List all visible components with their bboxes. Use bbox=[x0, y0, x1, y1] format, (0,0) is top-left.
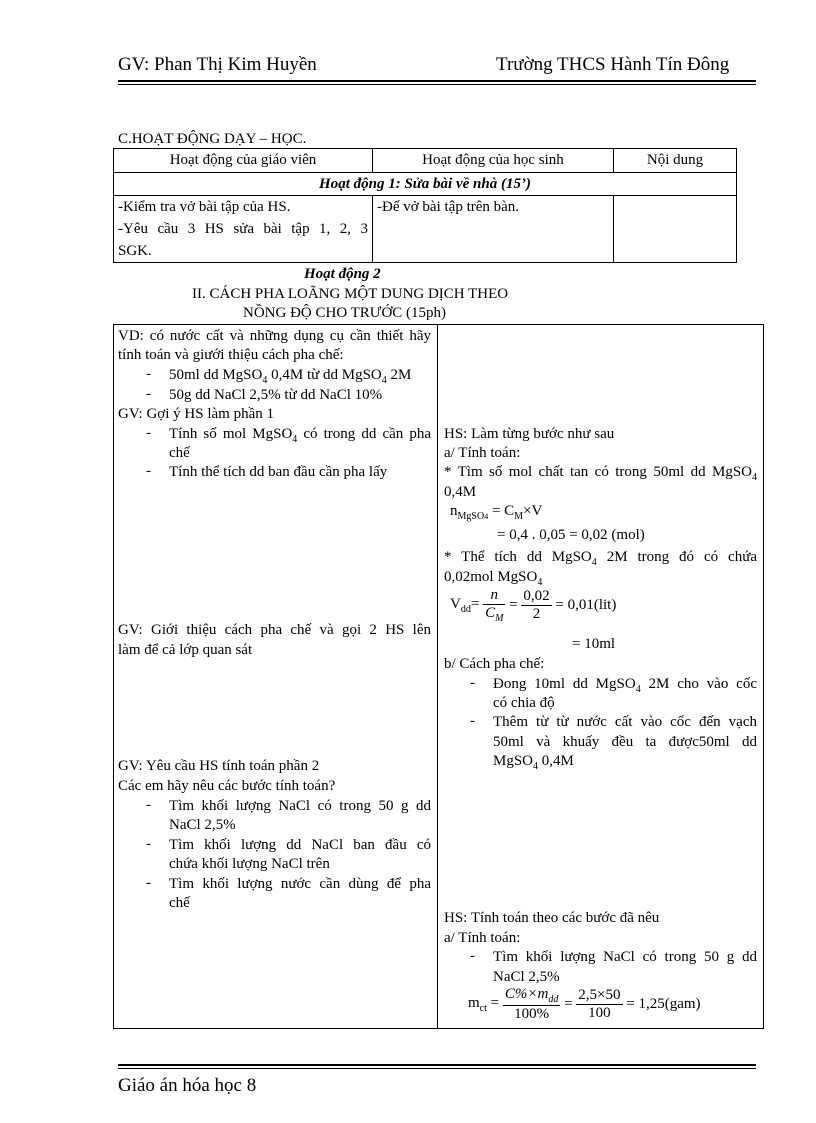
prep-heading-b: b/ Cách pha chế: bbox=[444, 656, 545, 672]
prep2-text-b: 0,4M bbox=[538, 753, 574, 769]
calc-step3-line2: chế bbox=[169, 895, 190, 911]
prep-step2-line1: Thêm từ từ nước cất vào cốc đến vạch bbox=[493, 714, 757, 730]
prep-step2-line2: 50ml và khuấy đều ta được50ml dd bbox=[493, 734, 757, 750]
activity-table bbox=[113, 148, 737, 263]
frac1-den: C bbox=[485, 605, 496, 621]
section-title: C.HOẠT ĐỘNG DẠY – HỌC. bbox=[118, 131, 307, 147]
footer-rule-thin bbox=[118, 1068, 756, 1069]
mass-label: m bbox=[468, 995, 480, 1011]
teacher-intro-line1: GV: Giới thiệu cách pha chế và gọi 2 HS lên bbox=[118, 622, 431, 638]
nacl-step-line2: NaCl 2,5% bbox=[493, 969, 560, 985]
example-line1: VD: có nước cất và những dụng cụ cần thiết hãy bbox=[118, 328, 431, 344]
student-steps-title: HS: Làm từng bước như sau bbox=[444, 426, 615, 442]
dash: - bbox=[470, 675, 475, 691]
header-rule bbox=[118, 80, 756, 82]
mfrac1-den: 100% bbox=[514, 1006, 550, 1022]
prep1-text-a: Đong 10ml dd MgSO bbox=[493, 676, 636, 692]
hint1-step1-cont: chế bbox=[169, 445, 190, 461]
volume-step-line2: 0,02mol MgSO$_4$ bbox=[444, 569, 543, 588]
footer-text: Giáo án hóa học 8 bbox=[118, 1075, 257, 1096]
dash: - bbox=[146, 366, 151, 382]
calc-step1-line1: Tìm khối lượng NaCl có trong 50 g dd bbox=[169, 798, 431, 814]
moles-step-line1: * Tìm số mol chất tan có trong 50ml dd MgSO$_4$ bbox=[444, 464, 757, 483]
student-calc-title: HS: Tính toán theo các bước đã nêu bbox=[444, 910, 660, 926]
mfrac1-num: C%×m bbox=[504, 986, 549, 1002]
moles-eq-b: ×V bbox=[523, 503, 543, 519]
row1-teacher-line1: -Kiểm tra vở bài tập của HS. bbox=[118, 199, 291, 215]
example-item1: 50ml dd MgSO$_4$ 0,4M từ dd MgSO$_4$ 2M bbox=[169, 367, 412, 386]
dash: - bbox=[146, 836, 151, 852]
mass-fraction1 bbox=[503, 986, 560, 1023]
step1-text-a: Tính số mol MgSO bbox=[169, 426, 293, 442]
prep2-text-a: MgSO bbox=[493, 753, 534, 769]
dash: - bbox=[146, 386, 151, 402]
volume-fraction2 bbox=[521, 588, 551, 623]
dash: - bbox=[470, 948, 475, 964]
calc-step3-line1: Tìm khối lượng nước cần dùng để pha bbox=[169, 876, 431, 892]
column-divider bbox=[437, 324, 438, 1029]
volume-step-line1: * Thể tích dd MgSO$_4$ 2M trong đó có chứa bbox=[444, 549, 757, 568]
calc-step1-line2: NaCl 2,5% bbox=[169, 817, 236, 833]
volume-result: = 0,01(lit) bbox=[555, 597, 617, 613]
prep1-text-b: 2M cho vào cốc bbox=[640, 676, 757, 692]
frac2-num: 0,02 bbox=[523, 588, 550, 604]
activity1-title: Hoạt động 1: Sửa bài về nhà (15’) bbox=[114, 173, 737, 196]
example-item2: 50g dd NaCl 2,5% từ dd NaCl 10% bbox=[169, 387, 383, 403]
hint1-step2: Tính thể tích dd ban đầu cần pha lấy bbox=[169, 464, 388, 480]
prep-step1-line2: có chia độ bbox=[493, 695, 555, 711]
row1-student: -Để vở bài tập trên bàn. bbox=[373, 196, 614, 263]
calc-step2-line2: chứa khối lượng NaCl trên bbox=[169, 856, 330, 872]
prep-step2-line3: MgSO$_4$ 0,4M bbox=[493, 753, 574, 772]
mfrac1-num-sub: dd bbox=[548, 994, 559, 1005]
activity2-title-line2: NỒNG ĐỘ CHO TRƯỚC (15ph) bbox=[243, 305, 447, 321]
row1-teacher-line2: -Yêu cầu 3 HS sửa bài tập 1, 2, 3 bbox=[118, 221, 368, 237]
calc-heading-a: a/ Tính toán: bbox=[444, 445, 521, 461]
header-rule-thin bbox=[118, 84, 756, 85]
question: Các em hãy nêu các bước tính toán? bbox=[118, 778, 336, 794]
volume-step-text-a: * Thể tích dd MgSO bbox=[444, 549, 592, 565]
volume-label-sub: dd bbox=[460, 604, 471, 615]
volume-step-text-b: 2M trong đó có chứa bbox=[596, 549, 757, 565]
hint1-step1: Tính số mol MgSO$_4$ có trong dd cần pha bbox=[169, 426, 432, 445]
row1-teacher-line3: SGK. bbox=[118, 243, 152, 259]
teacher-request: GV: Yêu cầu HS tính toán phần 2 bbox=[118, 758, 320, 774]
dash: - bbox=[146, 797, 151, 813]
step1-text-b: có trong dd cần pha bbox=[297, 426, 432, 442]
volume-result-ml: = 10ml bbox=[572, 636, 616, 652]
activity2-title-line1: II. CÁCH PHA LOÃNG MỘT DUNG DỊCH THEO bbox=[192, 286, 509, 302]
volume-label: V bbox=[450, 596, 461, 612]
dash: - bbox=[146, 463, 151, 479]
item1-text-c: 2M bbox=[386, 367, 412, 383]
mass-formula: $m_{ct}$ = $\frac{C\%\times m_{dd}}{100\%}$ = $\frac{2,5\times 50}{100}$ = 1,25(gam) bbox=[468, 986, 701, 1022]
mass-fraction2 bbox=[576, 987, 622, 1022]
dash: - bbox=[146, 425, 151, 441]
moles-result: = 0,4 . 0,05 = 0,02 (mol) bbox=[497, 527, 645, 543]
moles-step-text: * Tìm số mol chất tan có trong 50ml dd MgSO bbox=[444, 464, 752, 480]
volume-formula: $V_{dd}=$ $\frac{n}{C_M}$ = $\frac{0,02}{2}$ = 0,01(lit) bbox=[450, 587, 617, 624]
dash: - bbox=[146, 875, 151, 891]
item1-text-a: 50ml dd MgSO bbox=[169, 367, 263, 383]
moles-step-line2: 0,4M bbox=[444, 484, 477, 500]
nacl-step-line1: Tìm khối lượng NaCl có trong 50 g dd bbox=[493, 949, 757, 965]
item1-text-b: 0,4M từ dd MgSO bbox=[267, 367, 382, 383]
school-name: Trường THCS Hành Tín Đông bbox=[496, 54, 730, 75]
prep-step1-line1: Đong 10ml dd MgSO$_4$ 2M cho vào cốc bbox=[493, 676, 757, 695]
col-header-student: Hoạt động của học sinh bbox=[373, 149, 614, 173]
col-header-teacher: Hoạt động của giáo viên bbox=[114, 149, 373, 173]
frac1-num: n bbox=[483, 587, 505, 605]
mass-label-sub: ct bbox=[479, 1003, 487, 1014]
teacher-intro-line2: làm để cả lớp quan sát bbox=[118, 642, 253, 658]
moles-eq-a: = C bbox=[491, 503, 515, 519]
moles-formula: $n_{MgSO4} = C_M\times V$ bbox=[450, 503, 543, 522]
example-line2: tính toán và giưới thiệu cách pha chế: bbox=[118, 347, 344, 363]
activity2-label: Hoạt động 2 bbox=[304, 266, 381, 282]
mfrac2-den: 100 bbox=[588, 1005, 611, 1021]
row1-teacher bbox=[114, 196, 373, 263]
col-header-content: Nội dung bbox=[614, 149, 737, 173]
volume-fraction1: $\frac{n}{C_M}$ bbox=[485, 587, 504, 624]
calc-heading-a2: a/ Tính toán: bbox=[444, 930, 521, 946]
row1-content bbox=[614, 196, 737, 263]
teacher-name: GV: Phan Thị Kim Huyền bbox=[118, 54, 317, 75]
volume-step-text-c: 0,02mol MgSO bbox=[444, 569, 538, 585]
frac2-den: 2 bbox=[532, 606, 541, 622]
teacher-hint1: GV: Gợi ý HS làm phần 1 bbox=[118, 406, 274, 422]
dash: - bbox=[470, 713, 475, 729]
footer-rule bbox=[118, 1064, 756, 1066]
calc-step2-line1: Tìm khối lượng dd NaCl ban đầu có bbox=[169, 837, 431, 853]
mass-result: = 1,25(gam) bbox=[626, 996, 701, 1012]
mfrac2-num: 2,5×50 bbox=[578, 987, 621, 1003]
